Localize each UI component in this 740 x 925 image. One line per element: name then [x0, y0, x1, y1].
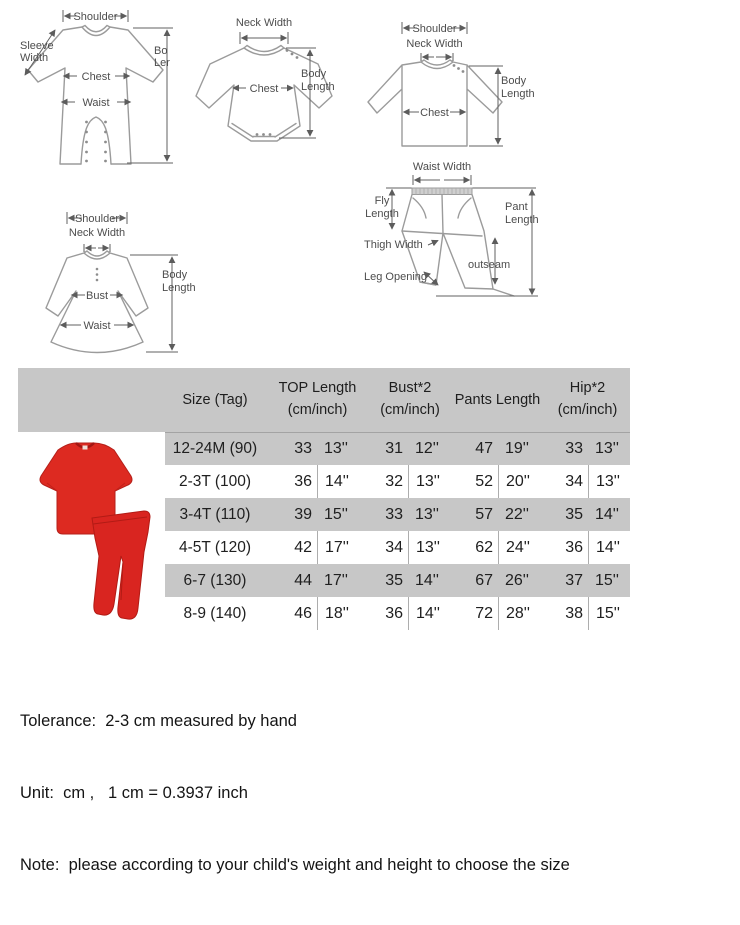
- hip-in-value: 14'': [588, 531, 630, 564]
- romper-body-length-label-2: Ler: [154, 57, 170, 69]
- dress-body-length-label-1: Body: [162, 269, 188, 281]
- tolerance-note: Tolerance: 2-3 cm measured by hand: [20, 712, 297, 730]
- dress-bust-label: Bust: [85, 290, 109, 302]
- bust-header-line2: (cm/inch): [380, 402, 440, 418]
- bust-cm-value: 31: [370, 432, 408, 465]
- pants-fly-length-label-1: Fly: [374, 195, 390, 207]
- bust-cm-value: 36: [370, 597, 408, 630]
- pants-in-value: 26'': [498, 564, 545, 597]
- size-label: 4-5T (120): [165, 531, 265, 564]
- bodysuit-body-length-label-2: Length: [301, 81, 335, 93]
- top-cm-value: 44: [265, 564, 317, 597]
- shirt-body-length-label-1: Body: [501, 75, 527, 87]
- pants-outseam-label: outseam: [468, 259, 511, 271]
- table-header-hip: [545, 368, 630, 432]
- top-cm-value: 36: [265, 465, 317, 498]
- size-table: [18, 368, 630, 630]
- hip-in-value: 14'': [588, 498, 630, 531]
- shirt-neck-width-label: Neck Width: [406, 38, 463, 50]
- top-in-value: 18'': [317, 597, 370, 630]
- bust-cm-value: 32: [370, 465, 408, 498]
- dress-body-length-label-2: Length: [162, 282, 196, 294]
- size-label: 8-9 (140): [165, 597, 265, 630]
- bust-in-value: 13'': [408, 531, 450, 564]
- top-in-value: 15'': [317, 498, 370, 531]
- bust-in-value: 13'': [408, 465, 450, 498]
- pants-leg-opening-label: Leg Opening: [364, 271, 427, 283]
- notes-block: [20, 661, 730, 925]
- shirt-body-length-label-2: Length: [501, 88, 535, 100]
- shirt-shoulder-label: Shoulder: [412, 23, 457, 35]
- top-cm-value: 46: [265, 597, 317, 630]
- table-header-empty: [18, 368, 165, 432]
- bust-cm-value: 35: [370, 564, 408, 597]
- shirt-chest-label: Chest: [420, 107, 449, 119]
- top-in-value: 17'': [317, 564, 370, 597]
- hip-in-value: 15'': [588, 564, 630, 597]
- top-length-header-line1: TOP Length: [278, 380, 357, 397]
- size-label: 6-7 (130): [165, 564, 265, 597]
- hip-in-value: 13'': [588, 465, 630, 498]
- pants-in-value: 22'': [498, 498, 545, 531]
- top-cm-value: 39: [265, 498, 317, 531]
- top-cm-value: 42: [265, 531, 317, 564]
- bust-in-value: 14'': [408, 564, 450, 597]
- romper-chest-label: Chest: [81, 71, 111, 83]
- pants-cm-value: 67: [450, 564, 498, 597]
- pants-thigh-width-label: Thigh Width: [364, 239, 423, 251]
- romper-sleeve-width-label-1: Sleeve: [20, 40, 54, 52]
- pants-cm-value: 47: [450, 432, 498, 465]
- romper-diagram: [15, 6, 190, 166]
- pants-pant-length-label-2: Length: [505, 214, 539, 226]
- pants-cm-value: 52: [450, 465, 498, 498]
- table-header-pants-length: [450, 368, 545, 432]
- pants-cm-value: 57: [450, 498, 498, 531]
- pants-waist-width-label: Waist Width: [412, 161, 472, 173]
- red-outfit-graphic: [18, 432, 165, 630]
- bust-in-value: 14'': [408, 597, 450, 630]
- dress-diagram: [18, 205, 218, 357]
- hip-cm-value: 35: [545, 498, 588, 531]
- pants-cm-value: 62: [450, 531, 498, 564]
- hip-in-value: 15'': [588, 597, 630, 630]
- hip-cm-value: 37: [545, 564, 588, 597]
- romper-shoulder-label: Shoulder: [73, 11, 118, 23]
- size-choice-note: Note: please according to your child's weight and height to choose the size: [20, 856, 570, 874]
- hip-cm-value: 36: [545, 531, 588, 564]
- pants-diagram: [362, 158, 558, 308]
- pants-in-value: 24'': [498, 531, 545, 564]
- romper-body-length-label-1: Bo: [154, 45, 168, 57]
- hip-cm-value: 34: [545, 465, 588, 498]
- hip-header-line2: (cm/inch): [557, 402, 618, 418]
- bust-cm-value: 34: [370, 531, 408, 564]
- dress-waist-label: Waist: [83, 320, 111, 332]
- unit-note: Unit: cm , 1 cm = 0.3937 inch: [20, 784, 248, 802]
- table-header-bust: [370, 368, 450, 432]
- bodysuit-diagram: [188, 14, 360, 166]
- red-pants-graphic: [92, 511, 150, 619]
- top-in-value: 14'': [317, 465, 370, 498]
- top-cm-value: 33: [265, 432, 317, 465]
- romper-waist-label: Waist: [82, 97, 110, 109]
- hip-cm-value: 38: [545, 597, 588, 630]
- size-label: 3-4T (110): [165, 498, 265, 531]
- hip-in-value: 13'': [588, 432, 630, 465]
- bust-in-value: 13'': [408, 498, 450, 531]
- pants-in-value: 20'': [498, 465, 545, 498]
- table-header-size: [165, 368, 265, 432]
- size-header-label: Size (Tag): [182, 392, 248, 408]
- romper-sleeve-width-label-2: Width: [20, 52, 49, 64]
- hip-cm-value: 33: [545, 432, 588, 465]
- pants-in-value: 19'': [498, 432, 545, 465]
- bodysuit-neck-width-label: Neck Width: [235, 17, 293, 29]
- bodysuit-body-length-label-1: Body: [301, 68, 327, 80]
- pants-in-value: 28'': [498, 597, 545, 630]
- shirt-diagram: [363, 16, 543, 158]
- size-label: 2-3T (100): [165, 465, 265, 498]
- pants-length-header-label: Pants Length: [454, 392, 541, 408]
- product-photo: [18, 432, 165, 630]
- table-header-top-length: [265, 368, 370, 432]
- bust-in-value: 12'': [408, 432, 450, 465]
- top-in-value: 13'': [317, 432, 370, 465]
- bust-cm-value: 33: [370, 498, 408, 531]
- top-length-header-line2: (cm/inch): [287, 402, 348, 418]
- top-in-value: 17'': [317, 531, 370, 564]
- hip-header-line1: Hip*2: [569, 380, 606, 397]
- size-label: 12-24M (90): [165, 432, 265, 465]
- bodysuit-chest-label: Chest: [249, 83, 279, 95]
- dress-neck-width-label: Neck Width: [68, 227, 126, 239]
- pants-fly-length-label-2: Length: [365, 208, 399, 220]
- pants-cm-value: 72: [450, 597, 498, 630]
- pants-pant-length-label-1: Pant: [505, 201, 528, 213]
- bust-header-line1: Bust*2: [388, 380, 432, 397]
- dress-shoulder-label: Shoulder: [74, 213, 120, 225]
